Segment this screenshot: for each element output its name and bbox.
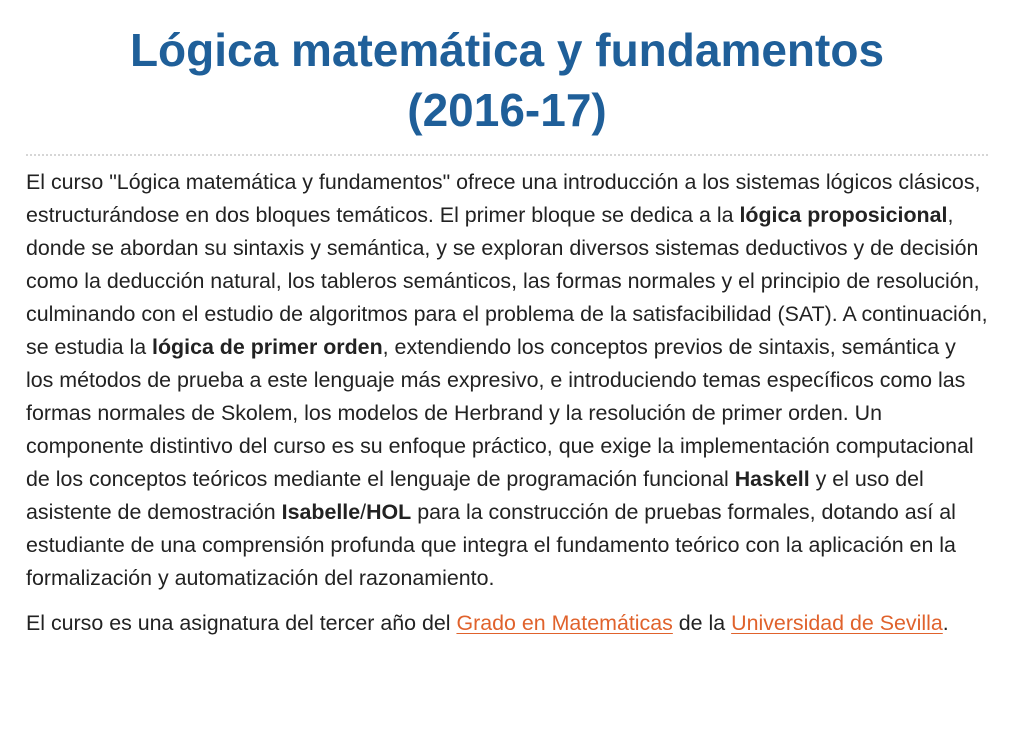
- keyword-isabelle: Isabelle: [281, 500, 361, 524]
- keyword-haskell: Haskell: [734, 467, 810, 491]
- affiliation-text: .: [942, 611, 949, 635]
- description-text: y el uso del asistente de demostración: [26, 467, 924, 524]
- keyword-hol: HOL: [366, 500, 412, 524]
- description-text: /: [360, 500, 367, 524]
- keyword-first-order-logic: lógica de primer orden: [152, 335, 383, 359]
- description-text: , extendiendo los conceptos previos de sintaxis, semántica y los métodos de prueba a este lenguaje más expresivo, e introduciendo temas específicos como las formas normales de Skolem, los modelos de Herbrand y la resolución de primer orden. Un componente distintivo del curso es su enfoque práctico, que exige la implementación computacional de los conceptos teóricos mediante el lenguaje de programación funcional: [26, 335, 974, 491]
- university-link[interactable]: Universidad de Sevilla: [731, 611, 943, 635]
- degree-link[interactable]: Grado en Matemáticas: [456, 611, 673, 635]
- description-text: El curso "Lógica matemática y fundamentos" ofrece una introducción a los sistemas lógicos clásicos, estructurándose en dos bloques temáticos. El primer bloque se dedica a la: [26, 170, 981, 227]
- title-divider: [26, 154, 988, 156]
- course-affiliation: [26, 607, 988, 640]
- description-text: , donde se abordan su sintaxis y semántica, y se exploran diversos sistemas deductivos y de decisión como la deducción natural, los tableros semánticos, las formas normales y el principio de resolución, culminando con el estudio de algoritmos para el problema de la satisfacibilidad (SAT). A continuación, se estudia la: [26, 203, 988, 359]
- affiliation-text: de la: [672, 611, 732, 635]
- affiliation-text: El curso es una asignatura del tercer año del: [26, 611, 457, 635]
- page-title-line-1: Lógica matemática y fundamentos: [129, 24, 885, 76]
- keyword-propositional-logic: lógica proposicional: [739, 203, 948, 227]
- page-title-line-2: (2016-17): [407, 84, 607, 136]
- course-description: [26, 166, 988, 595]
- description-text: para la construcción de pruebas formales, dotando así al estudiante de una comprensión profunda que integra el fundamento teórico con la aplicación en la formalización y automatización del razonamiento.: [26, 500, 956, 590]
- page-title: [26, 0, 988, 140]
